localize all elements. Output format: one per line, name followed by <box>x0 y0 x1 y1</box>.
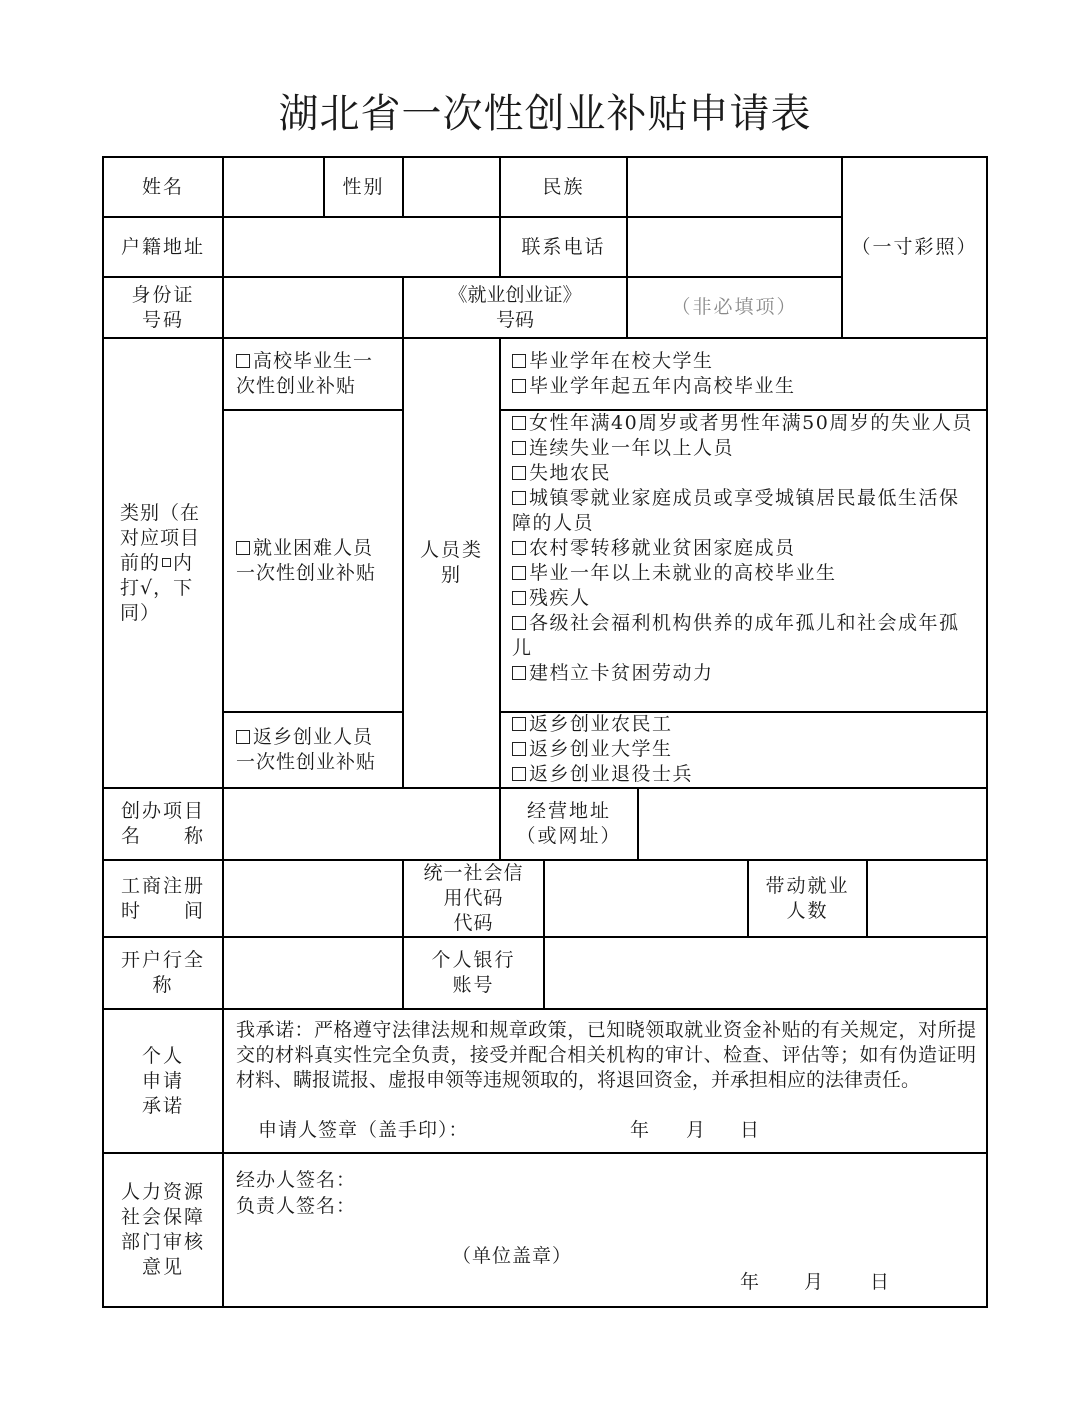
option-item[interactable] <box>512 611 978 661</box>
credit-code-field[interactable] <box>545 861 747 936</box>
options-group-returnee <box>512 712 693 787</box>
option-label: 城镇零就业家庭成员或享受城镇居民最低生活保障的人员 <box>512 487 960 534</box>
checkbox-icon[interactable] <box>512 566 526 580</box>
bank-name-label <box>104 938 222 1008</box>
project-name-line1: 创办项目 <box>120 800 205 822</box>
option-item[interactable] <box>512 436 978 461</box>
type-returnee[interactable] <box>236 725 376 775</box>
option-item[interactable] <box>512 411 978 436</box>
pledge-label-line3: 承诺 <box>141 1094 184 1117</box>
category-label-line2: 对应项目 <box>120 526 201 549</box>
checkbox-icon[interactable] <box>512 742 526 756</box>
hukou-label: 户籍地址 <box>120 235 205 258</box>
checkbox-icon[interactable] <box>512 616 526 630</box>
review-month: 月 <box>804 1271 825 1293</box>
option-item[interactable] <box>512 586 978 611</box>
checkbox-icon[interactable] <box>512 541 526 555</box>
registration-time-line1: 工商注册 <box>120 874 205 897</box>
option-item[interactable] <box>512 762 693 787</box>
business-address-line2: （或网址） <box>516 825 622 847</box>
cert-label <box>404 278 626 337</box>
type-returnee-line1: 返乡创业人员 <box>253 726 374 748</box>
option-label: 连续失业一年以上人员 <box>529 437 735 459</box>
unit-seal-label: （单位盖章） <box>452 1245 573 1267</box>
pledge-text: 我承诺：严格遵守法律法规和规章政策，已知晓领取就业资金补贴的有关规定，对所提交的材料真实性完全负责，接受并配合相关机构的审计、检查、评估等；如有伪造证明材料、瞒报谎报、虚报申领等违规领取的，将退回资金，并承担相应的法律责任。 <box>236 1019 976 1091</box>
category-label-line1: 类别（在 <box>120 501 201 524</box>
id-label <box>104 278 222 337</box>
option-label: 返乡创业农民工 <box>529 713 673 735</box>
review-year: 年 <box>740 1271 761 1293</box>
review-label <box>104 1154 222 1306</box>
id-label-line1: 身份证 <box>131 283 195 306</box>
project-name-field[interactable] <box>224 789 499 859</box>
option-item[interactable] <box>512 374 796 399</box>
checkbox-icon[interactable] <box>512 354 526 368</box>
options-group-graduate <box>512 349 796 399</box>
option-label: 毕业一年以上未就业的高校毕业生 <box>529 562 837 584</box>
checkbox-icon[interactable] <box>512 416 526 430</box>
checkbox-icon[interactable] <box>512 767 526 781</box>
checkbox-icon[interactable] <box>512 441 526 455</box>
cert-field[interactable] <box>628 278 841 337</box>
category-label <box>104 339 222 787</box>
option-label: 建档立卡贫困劳动力 <box>529 662 714 684</box>
review-label-line2: 社会保障 <box>120 1206 205 1228</box>
phone-label: 联系电话 <box>521 235 606 258</box>
option-item[interactable] <box>512 712 693 737</box>
cert-label-line2: 号码 <box>495 308 534 331</box>
registration-time-label <box>104 861 222 936</box>
pledge-day: 日 <box>740 1119 761 1141</box>
manager-signature-label: 负责人签名： <box>236 1195 357 1217</box>
option-item[interactable] <box>512 461 978 486</box>
checkbox-icon[interactable] <box>236 541 250 555</box>
option-label: 失地农民 <box>529 462 612 484</box>
checkbox-icon[interactable] <box>512 491 526 505</box>
bank-name-line1: 开户行全 <box>120 949 205 971</box>
credit-code-label <box>404 861 543 936</box>
option-label: 农村零转移就业贫困家庭成员 <box>529 537 796 559</box>
pledge-label-line2: 申请 <box>141 1069 184 1092</box>
option-item[interactable] <box>512 661 978 686</box>
type-hardship-line2: 一次性创业补贴 <box>236 562 377 584</box>
registration-time-field[interactable] <box>224 861 402 936</box>
applicant-signature-label: 申请人签章（盖手印）： <box>258 1119 469 1141</box>
option-label: 毕业学年起五年内高校毕业生 <box>529 375 796 397</box>
type-graduate[interactable] <box>236 349 373 399</box>
checkbox-icon[interactable] <box>512 666 526 680</box>
handler-signature-label: 经办人签名： <box>236 1169 357 1191</box>
business-address-label <box>501 789 637 859</box>
jobs-created-line2: 人数 <box>786 899 829 922</box>
project-name-line2: 名 称 <box>120 825 205 847</box>
ethnicity-field[interactable] <box>628 158 841 216</box>
credit-code-line3: 代码 <box>453 912 494 934</box>
person-type-label <box>404 339 499 787</box>
photo-box[interactable] <box>843 158 986 337</box>
category-label-line3-a: 前的 <box>120 551 161 574</box>
business-address-line1: 经营地址 <box>526 800 611 822</box>
pledge-label-line1: 个人 <box>141 1044 184 1067</box>
option-label: 毕业学年在校大学生 <box>529 350 714 372</box>
bank-account-label <box>404 938 543 1008</box>
form-title: 湖北省一次性创业补贴申请表 <box>278 91 812 137</box>
bank-account-field[interactable] <box>545 938 986 1008</box>
pledge-year: 年 <box>630 1119 651 1141</box>
category-label-line3-b: 内 <box>173 551 194 574</box>
type-hardship-line1: 就业困难人员 <box>253 537 374 559</box>
credit-code-line2: 用代码 <box>443 887 504 909</box>
option-label: 返乡创业退役士兵 <box>529 763 694 785</box>
gender-field[interactable] <box>404 158 499 216</box>
checkbox-icon[interactable] <box>512 466 526 480</box>
review-label-line3: 部门审核 <box>120 1231 205 1253</box>
person-type-line2: 别 <box>440 564 462 586</box>
option-item[interactable] <box>512 561 978 586</box>
option-label: 残疾人 <box>529 587 591 609</box>
option-item[interactable] <box>512 349 796 374</box>
gender-label: 性别 <box>342 175 385 198</box>
name-label: 姓名 <box>141 175 184 198</box>
id-field[interactable] <box>224 278 402 337</box>
category-label-line3 <box>120 551 193 576</box>
phone-field[interactable] <box>628 218 841 276</box>
person-type-line1: 人员类 <box>419 539 483 561</box>
type-hardship[interactable] <box>236 536 376 586</box>
option-label: 各级社会福利机构供养的成年孤儿和社会成年孤儿 <box>512 612 960 659</box>
option-label: 女性年满40周岁或者男性年满50周岁的失业人员 <box>529 412 973 434</box>
bank-name-line2: 称 <box>152 974 174 996</box>
category-label-line4: 打√，下 <box>120 576 194 599</box>
option-item[interactable] <box>512 737 693 762</box>
hukou-field[interactable] <box>224 218 499 276</box>
options-group-hardship <box>512 411 978 686</box>
category-label-line5: 同） <box>120 601 161 624</box>
jobs-created-field[interactable] <box>868 861 986 936</box>
checkbox-glyph-icon <box>162 558 171 567</box>
checkbox-icon[interactable] <box>236 730 250 744</box>
business-address-field[interactable] <box>639 789 986 859</box>
pledge-month: 月 <box>686 1119 707 1141</box>
review-label-line4: 意见 <box>141 1256 184 1278</box>
photo-label: （一寸彩照） <box>851 236 978 258</box>
pledge-label <box>104 1010 222 1152</box>
cert-hint: （非必填项） <box>671 296 798 318</box>
review-label-line1: 人力资源 <box>120 1181 205 1203</box>
type-graduate-line2: 次性创业补贴 <box>236 375 357 397</box>
bank-account-line2: 账号 <box>452 974 495 996</box>
option-label: 返乡创业大学生 <box>529 738 673 760</box>
bank-account-line1: 个人银行 <box>431 949 516 971</box>
type-returnee-line2: 一次性创业补贴 <box>236 751 377 773</box>
jobs-created-label <box>749 861 866 936</box>
option-item[interactable] <box>512 486 978 536</box>
checkbox-icon[interactable] <box>236 354 250 368</box>
credit-code-line1: 统一社会信 <box>423 862 524 884</box>
checkbox-icon[interactable] <box>512 591 526 605</box>
checkbox-icon[interactable] <box>512 717 526 731</box>
ethnicity-label: 民族 <box>542 175 585 198</box>
name-field[interactable] <box>224 158 323 216</box>
id-label-line2: 号码 <box>141 308 184 331</box>
review-day: 日 <box>870 1271 891 1293</box>
registration-time-line2: 时 间 <box>120 899 205 922</box>
option-item[interactable] <box>512 536 978 561</box>
cert-label-line1: 《就业创业证》 <box>448 283 582 306</box>
type-graduate-line1: 高校毕业生一 <box>253 350 374 372</box>
jobs-created-line1: 带动就业 <box>765 874 850 897</box>
project-name-label <box>104 789 222 859</box>
checkbox-icon[interactable] <box>512 379 526 393</box>
bank-name-field[interactable] <box>224 938 402 1008</box>
